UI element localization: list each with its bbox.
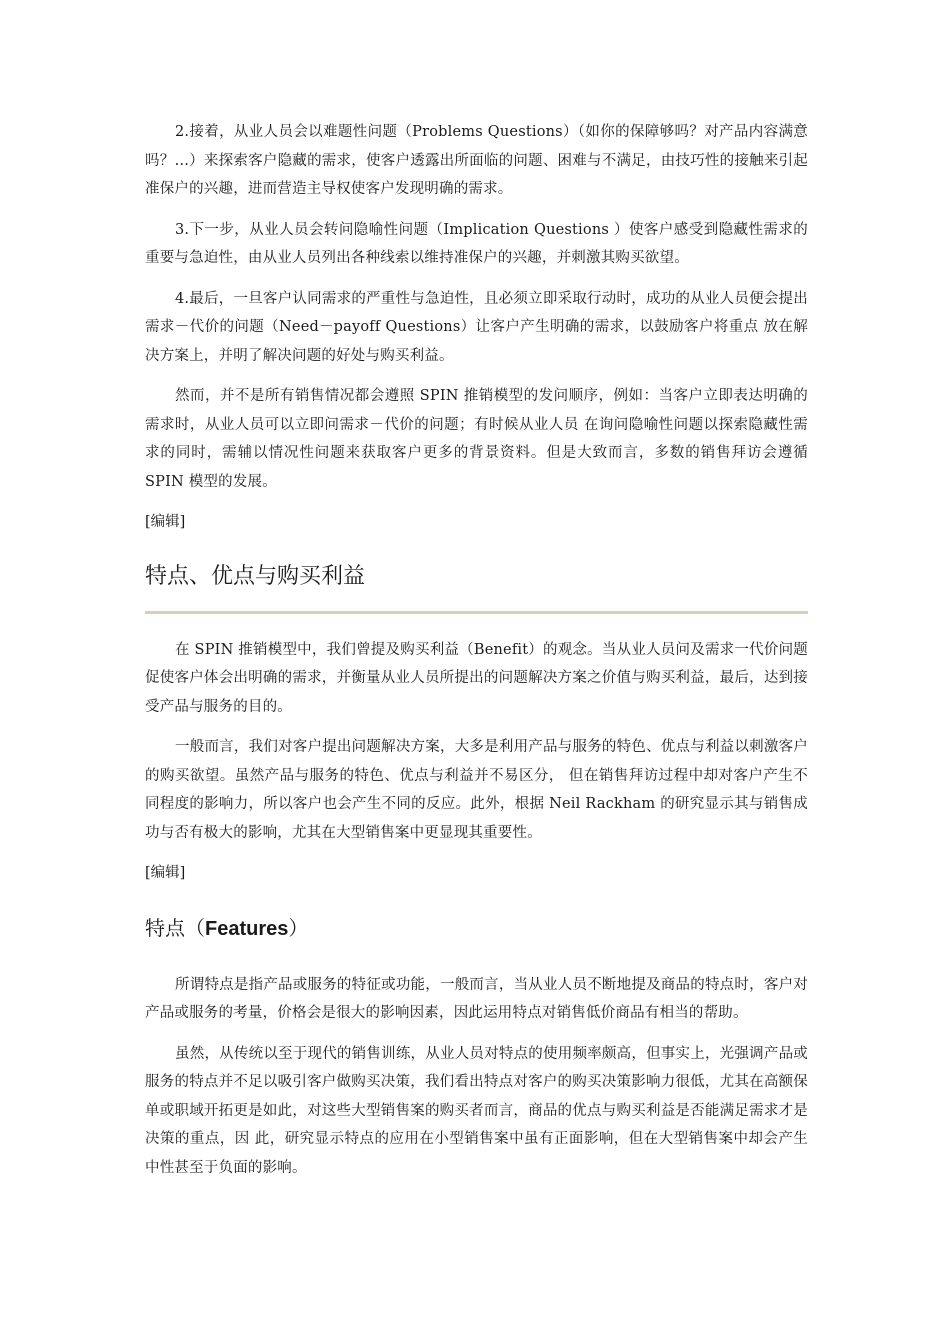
paragraph-features-definition: 所谓特点是指产品或服务的特征或功能，一般而言，当从业人员不断地提及商品的特点时，客户对产品或服务的考量，价格会是很大的影响因素，因此运用特点对销售低价商品有相当的帮助。 <box>145 976 808 1021</box>
edit-link[interactable]: [编辑] <box>145 865 186 881</box>
paragraph-need-payoff-questions: 4.最后，一旦客户认同需求的严重性与急迫性，且必须立即采取行动时，成功的从业人员便会提出需求－代价的问题（Need－payoff Questions）让客户产生明确的需求，以鼓励客户将重点 放在解决方案上，并明了解决问题的好处与购买利益。 <box>145 290 808 364</box>
subsection-title-prefix: 特点（ <box>145 915 205 940</box>
edit-link[interactable]: [编辑] <box>145 514 186 530</box>
subsection-title <box>145 912 808 945</box>
paragraph-spin-order: 然而，并不是所有销售情况都会遵照 SPIN 推销模型的发问顺序，例如：当客户立即表达明确的需求时，从业人员可以立即问需求－代价的问题；有时候从业人员 在询问隐喻性问题以探索隐藏性需求的同时，需辅以情况性问题来获取客户更多的背景资料。但是大致而言，多数的销售拜访会遵循 SPIN 模型的发展。 <box>145 388 808 490</box>
section-title: 特点、优点与购买利益 <box>145 559 808 614</box>
paragraph-problem-questions: 2.接着，从业人员会以难题性问题（Problems Questions）（如你的保障够吗？对产品内容满意吗？…）来探索客户隐藏的需求，使客户透露出所面临的问题、困难与不满足，由技巧性的接触来引起准保户的兴趣，进而营造主导权使客户发现明确的需求。 <box>145 124 808 197</box>
section-spacer <box>145 614 808 636</box>
document-page <box>145 118 808 1194</box>
subsection-spacer <box>145 945 808 971</box>
paragraph-solution-features: 一般而言，我们对客户提出问题解决方案，大多是利用产品与服务的特色、优点与利益以刺激客户的购买欲望。虽然产品与服务的特色、优点与利益并不易区分， 但在销售拜访过程中却对客户产生不同程度的影响力，所以客户也会产生不同的反应。此外，根据 Neil Rackham 的研究显示其与销售成功与否有极大的影响，尤其在大型销售案中更显现其重要性。 <box>145 739 808 841</box>
subsection-title-suffix: ） <box>288 915 309 940</box>
paragraph-implication-questions: 3.下一步，从业人员会转问隐喻性问题（Implication Questions ）使客户感受到隐藏性需求的重要与急迫性，由从业人员列出各种线索以维持准保户的兴趣，并刺激其购买欲望。 <box>145 221 808 266</box>
subsection-title-en: Features <box>205 917 289 940</box>
paragraph-features-impact: 虽然，从传统以至于现代的销售训练，从业人员对特点的使用频率颇高，但事实上，光强调产品或服务的特点并不足以吸引客户做购买决策，我们看出特点对客户的购买决策影响力很低，尤其在高额保单或职域开拓更是如此，对这些大型销售案的购买者而言，商品的优点与购买利益是否能满足需求才是决策的重点，因 此，研究显示特点的应用在小型销售案中虽有正面影响，但在大型销售案中却会产生中性甚至于负面的影响。 <box>145 1045 808 1176</box>
paragraph-benefit-intro: 在 SPIN 推销模型中，我们曾提及购买利益（Benefit）的观念。当从业人员问及需求一代价问题促使客户体会出明确的需求，并衡量从业人员所提出的问题解决方案之价值与购买利益，最后，达到接受产品与服务的目的。 <box>145 641 808 715</box>
